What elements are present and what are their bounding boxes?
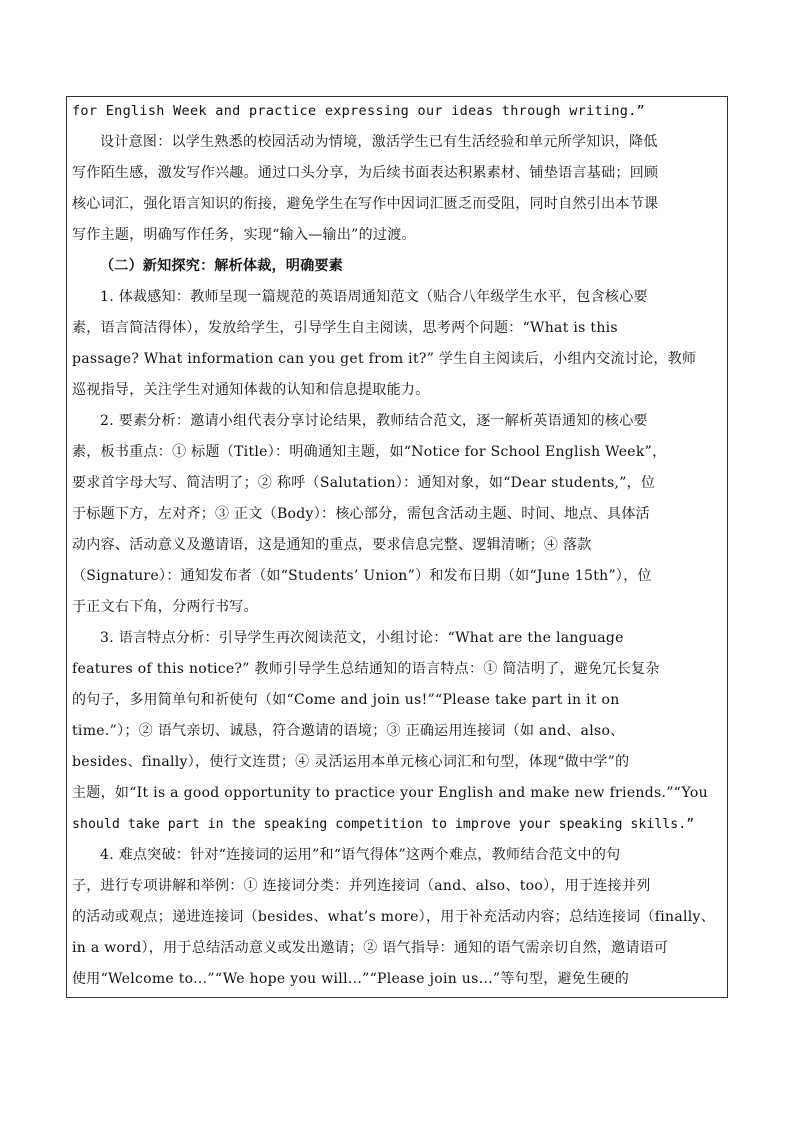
text-line: should take part in the speaking competition to improve your speaking skills.” bbox=[72, 817, 695, 832]
text-line: for English Week and practice expressing our ideas through writing.” bbox=[72, 103, 646, 119]
text-line: 写作陌生感，激发写作兴趣。通过口头分享，为后续书面表达积累素材、铺垫语言基础；回顾 bbox=[72, 165, 659, 181]
step-3-paragraph: 3. 语言特点分析：引导学生再次阅读范文，小组讨论：“What are the language bbox=[100, 630, 624, 646]
text-line: 动内容、活动意义及邀请语，这是通知的重点，要求信息完整、逻辑清晰；④ 落款 bbox=[72, 537, 592, 553]
text-line: 素，板书重点：① 标题（Title）：明确通知主题，如“Notice for School English Week”， bbox=[72, 444, 667, 460]
text-line: 的活动或观点；递进连接词（besides、what’s more），用于补充活动内容；总结连接词（finally、 bbox=[72, 909, 716, 925]
text-line: 子，进行专项讲解和举例：① 连接词分类：并列连接词（and、also、too），用于连接并列 bbox=[72, 878, 651, 894]
text-line: 主题，如“It is a good opportunity to practice your English and make new friends.”“You bbox=[72, 785, 708, 801]
text-line: passage? What information can you get from it?” 学生自主阅读后，小组内交流讨论，教师 bbox=[72, 351, 697, 367]
text-line: 于标题下方，左对齐；③ 正文（Body）：核心部分，需包含活动主题、时间、地点、具体活 bbox=[72, 506, 650, 522]
text-line: 于正文右下角，分两行书写。 bbox=[72, 599, 258, 615]
text-line: 要求首字母大写、简洁明了；② 称呼（Salutation）：通知对象，如“Dear students,”，位 bbox=[72, 475, 656, 491]
text-line: in a word），用于总结活动意义或发出邀请；② 语气指导：通知的语气需亲切自然，邀请语可 bbox=[72, 940, 669, 956]
step-2-paragraph: 2. 要素分析：邀请小组代表分享讨论结果，教师结合范文，逐一解析英语通知的核心要 bbox=[100, 413, 648, 429]
document-body bbox=[72, 96, 726, 995]
section-heading: （二）新知探究：解析体裁，明确要素 bbox=[100, 258, 344, 274]
text-line: 的句子，多用简单句和祈使句（如“Come and join us!”“Please take part in it on bbox=[72, 692, 620, 708]
text-line: 写作主题，明确写作任务，实现“输入—输出”的过渡。 bbox=[72, 227, 416, 243]
text-line: 使用“Welcome to...”“We hope you will...”“Please join us...”等句型，避免生硬的 bbox=[72, 971, 629, 987]
step-1-paragraph: 1. 体裁感知：教师呈现一篇规范的英语周通知范文（贴合八年级学生水平，包含核心要 bbox=[100, 289, 648, 305]
step-4-paragraph: 4. 难点突破：针对“连接词的运用”和“语气得体”这两个难点，教师结合范文中的句 bbox=[100, 847, 621, 863]
text-line: 核心词汇，强化语言知识的衔接，避免学生在写作中因词汇匮乏而受阻，同时自然引出本节课 bbox=[72, 196, 659, 212]
text-line: features of this notice?” 教师引导学生总结通知的语言特点：① 简洁明了，避免冗长复杂 bbox=[72, 661, 660, 677]
design-intent-paragraph: 设计意图：以学生熟悉的校园活动为情境，激活学生已有生活经验和单元所学知识，降低 bbox=[100, 134, 658, 150]
text-line: 素，语言简洁得体），发放给学生，引导学生自主阅读，思考两个问题：“What is this bbox=[72, 320, 618, 336]
text-line: 巡视指导，关注学生对通知体裁的认知和信息提取能力。 bbox=[72, 382, 430, 398]
text-line: （Signature）：通知发布者（如“Students’ Union”）和发布日期（如“June 15th”），位 bbox=[72, 568, 652, 584]
text-line: besides、finally），使行文连贯；④ 灵活运用本单元核心词汇和句型，体现“做中学”的 bbox=[72, 754, 630, 770]
text-line: time.”）；② 语气亲切、诚恳，符合邀请的语境；③ 正确运用连接词（如 and、also、 bbox=[72, 723, 625, 739]
